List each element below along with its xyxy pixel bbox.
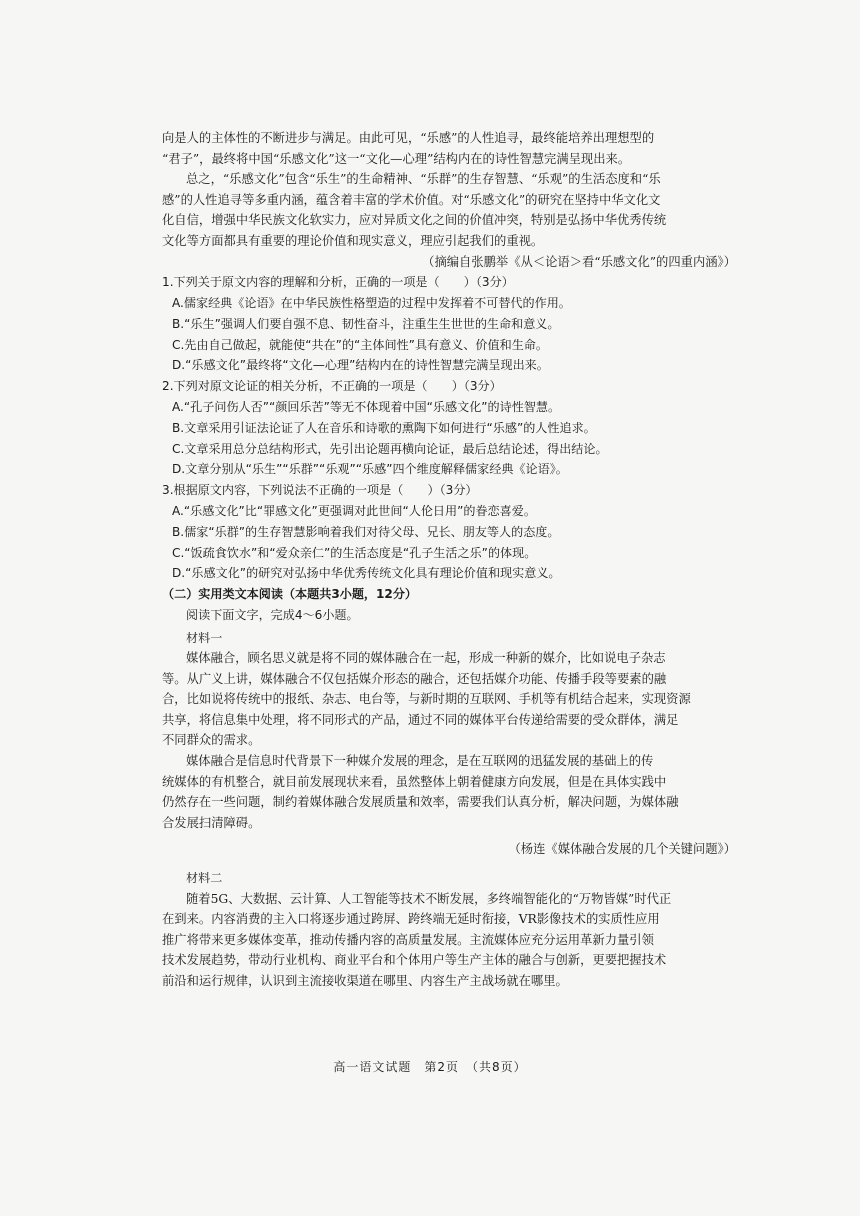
material-line: 随着5G、大数据、云计算、人工智能等技术不断发展，多终端智能化的“万物皆媒”时代正 bbox=[186, 891, 672, 906]
question-1 bbox=[162, 272, 750, 376]
section-title: （二）实用类文本阅读（本题共3小题，12分） bbox=[162, 587, 418, 602]
passage-line: 感”的人性追寻等多重内涵，蕴含着丰富的学术价值。对“乐感文化”的研究在坚持中华文化文 bbox=[162, 192, 661, 207]
option-b: B.文章采用引证法论证了人在音乐和诗歌的熏陶下如何进行“乐感”的人性追求。 bbox=[172, 420, 596, 435]
material-line: 前沿和运行规律，认识到主流接收渠道在哪里、内容生产主战场就在哪里。 bbox=[162, 974, 568, 988]
option-d: D.文章分别从“乐生”“乐群”“乐观”“乐感”四个维度解释儒家经典《论语》。 bbox=[172, 462, 568, 477]
question-2 bbox=[162, 376, 750, 480]
material-line: 统媒体的有机整合，就目前发展现状来看，虽然整体上朝着健康方向发展，但是在具体实践中 bbox=[162, 774, 667, 789]
material-line: 技术发展趋势，带动行业机构、商业平台和个体用户等生产主体的融合与创新，更要把握技术 bbox=[162, 953, 667, 968]
section-instruction: 阅读下面文字，完成4～6小题。 bbox=[186, 607, 359, 622]
material-line: 等。从广义上讲，媒体融合不仅包括媒介形态的融合，还包括媒介功能、传播手段等要素的融 bbox=[162, 671, 667, 686]
option-b: B.儒家“乐群”的生存智慧影响着我们对待父母、兄长、朋友等人的态度。 bbox=[172, 524, 560, 539]
passage-line: “君子”，最终将中国“乐感文化”这一“文化—心理”结构内在的诗性智慧完满呈现出来。 bbox=[162, 151, 631, 166]
option-a: A.“孔子问伤人否”“颜回乐苦”等无不体现着中国“乐感文化”的诗性智慧。 bbox=[172, 399, 561, 414]
material-line: 不同群众的需求。 bbox=[162, 733, 261, 748]
passage-source: （摘编自张鹏举《从＜论语＞看“乐感文化”的四重内涵》） bbox=[422, 254, 736, 269]
question-stem: 1.下列关于原文内容的理解和分析，正确的一项是（ ）（3分） bbox=[162, 275, 514, 290]
option-d: D.“乐感文化”的研究对弘扬中华优秀传统文化具有理论价值和现实意义。 bbox=[172, 566, 561, 581]
option-a: A.“乐感文化”比“罪感文化”更强调对此世间“人伦日用”的眷恋喜爱。 bbox=[172, 503, 536, 518]
question-stem: 2.下列对原文论证的相关分析，不正确的一项是（ ）（3分） bbox=[162, 379, 502, 394]
passage-line: 化自信，增强中华民族文化软实力，应对异质文化之间的价值冲突，特别是弘扬中华优秀传统 bbox=[162, 213, 667, 228]
option-c: C.文章采用总分总结构形式，先引出论题再横向论证，最后总结论述，得出结论。 bbox=[172, 441, 608, 456]
material-line: 合发展扫清障碍。 bbox=[162, 815, 261, 830]
page-footer: 高一语文试题 第2页 （共8页） bbox=[333, 1060, 527, 1074]
material-two bbox=[162, 868, 750, 992]
material-line: 共享，将信息集中处理，将不同形式的产品，通过不同的媒体平台传递给需要的受众群体，满足 bbox=[162, 712, 679, 727]
option-c: C.“饭疏食饮水”和“爱众亲仁”的生活态度是“孔子生活之乐”的体现。 bbox=[172, 545, 537, 560]
material-line: 合，比如说将传统中的报纸、杂志、电台等，与新时期的互联网、手机等有机结合起来，实现资源 bbox=[162, 692, 691, 707]
passage-line: 总之，“乐感文化”包含“乐生”的生命精神、“乐群”的生存智慧、“乐观”的生活态度和“乐 bbox=[186, 172, 661, 187]
material-line: 仍然存在一些问题，制约着媒体融合发展质量和效率，需要我们认真分析，解决问题，为媒体融 bbox=[162, 795, 679, 810]
passage-line: 向是人的主体性的不断进步与满足。由此可见，“乐感”的人性追寻，最终能培养出理想型的 bbox=[162, 131, 655, 145]
material-source: （杨连《媒体融合发展的几个关键问题》） bbox=[508, 842, 736, 857]
option-c: C.先由自己做起，就能使“共在”的“主体间性”具有意义、价值和生命。 bbox=[172, 337, 548, 352]
option-d: D.“乐感文化”最终将“文化—心理”结构内在的诗性智慧完满呈现出来。 bbox=[172, 358, 549, 373]
material-title: 材料二 bbox=[186, 871, 223, 886]
material-one bbox=[162, 628, 750, 861]
material-line: 媒体融合是信息时代背景下一种媒介发展的理念，是在互联网的迅猛发展的基础上的传 bbox=[186, 754, 654, 769]
question-3 bbox=[162, 480, 750, 584]
passage-ending bbox=[162, 128, 750, 272]
material-line: 媒体融合，顾名思义就是将不同的媒体融合在一起，形成一种新的媒介，比如说电子杂志 bbox=[186, 651, 666, 666]
material-line: 推广将带来更多媒体变革，推动传播内容的高质量发展。主流媒体应充分运用革新力量引领 bbox=[162, 932, 654, 947]
question-stem: 3.根据原文内容，下列说法不正确的一项是（ ）（3分） bbox=[162, 483, 478, 498]
material-line: 在到来。内容消费的主入口将逐步通过跨屏、跨终端无延时衔接，VR影像技术的实质性应用 bbox=[162, 912, 660, 927]
material-title: 材料一 bbox=[186, 630, 223, 645]
option-a: A.儒家经典《论语》在中华民族性格塑造的过程中发挥着不可替代的作用。 bbox=[172, 295, 571, 310]
passage-line: 文化等方面都具有重要的理论价值和现实意义，理应引起我们的重视。 bbox=[162, 233, 544, 248]
option-b: B.“乐生”强调人们要自强不息、韧性奋斗，注重生生世世的生命和意义。 bbox=[172, 316, 560, 331]
